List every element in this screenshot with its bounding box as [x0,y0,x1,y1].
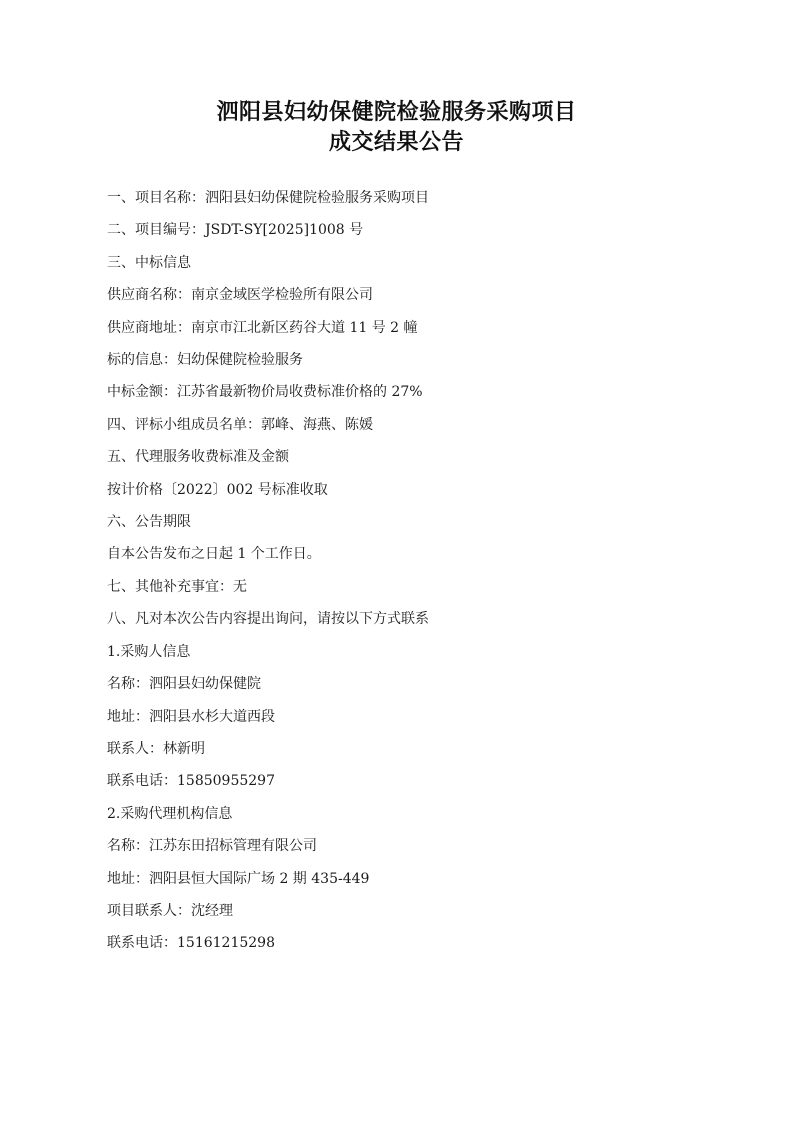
section-contact: 八、凡对本次公告内容提出询问，请按以下方式联系 [107,611,429,628]
section-winning-info: 三、中标信息 [107,254,191,271]
document-title [0,98,793,158]
purchaser-name-line: 名称：泗阳县妇幼保健院 [107,676,261,693]
agency-phone-line: 联系电话：15161215298 [107,935,275,952]
purchaser-info-heading: 1.采购人信息 [107,643,191,660]
purchaser-contact-line: 联系人：林新明 [107,740,205,757]
announcement-period-line: 自本公告发布之日起 1 个工作日。 [107,546,321,563]
agency-name-line: 名称：江苏东田招标管理有限公司 [107,838,317,855]
supplier-address-line: 供应商地址：南京市江北新区药谷大道 11 号 2 幢 [107,319,418,336]
project-name-line: 一、项目名称：泗阳县妇幼保健院检验服务采购项目 [107,190,429,206]
purchaser-phone-line: 联系电话：15850955297 [107,773,275,790]
purchaser-address-line: 地址：泗阳县水杉大道西段 [107,708,275,725]
section-agency-fee: 五、代理服务收费标准及金额 [107,449,289,466]
title-line-2: 成交结果公告 [328,130,464,155]
winning-amount-line: 中标金额：江苏省最新物价局收费标准价格的 27% [107,384,423,401]
section-announcement-period: 六、公告期限 [107,514,191,531]
document-body [107,182,707,960]
agency-address-line: 地址：泗阳县恒大国际广场 2 期 435-449 [107,870,370,887]
agency-fee-line: 按计价格〔2022〕002 号标准收取 [107,481,328,498]
title-line-1: 泗阳县妇幼保健院检验服务采购项目 [216,100,577,125]
agency-info-heading: 2.采购代理机构信息 [107,805,233,822]
agency-contact-line: 项目联系人：沈经理 [107,902,233,919]
subject-info-line: 标的信息：妇幼保健院检验服务 [107,352,303,369]
project-number-line: 二、项目编号：JSDT-SY[2025]1008 号 [107,222,364,239]
evaluation-committee-line: 四、评标小组成员名单：郭峰、海燕、陈媛 [107,416,373,433]
supplier-name-line: 供应商名称：南京金域医学检验所有限公司 [107,287,373,304]
other-matters-line: 七、其他补充事宜：无 [107,578,247,595]
